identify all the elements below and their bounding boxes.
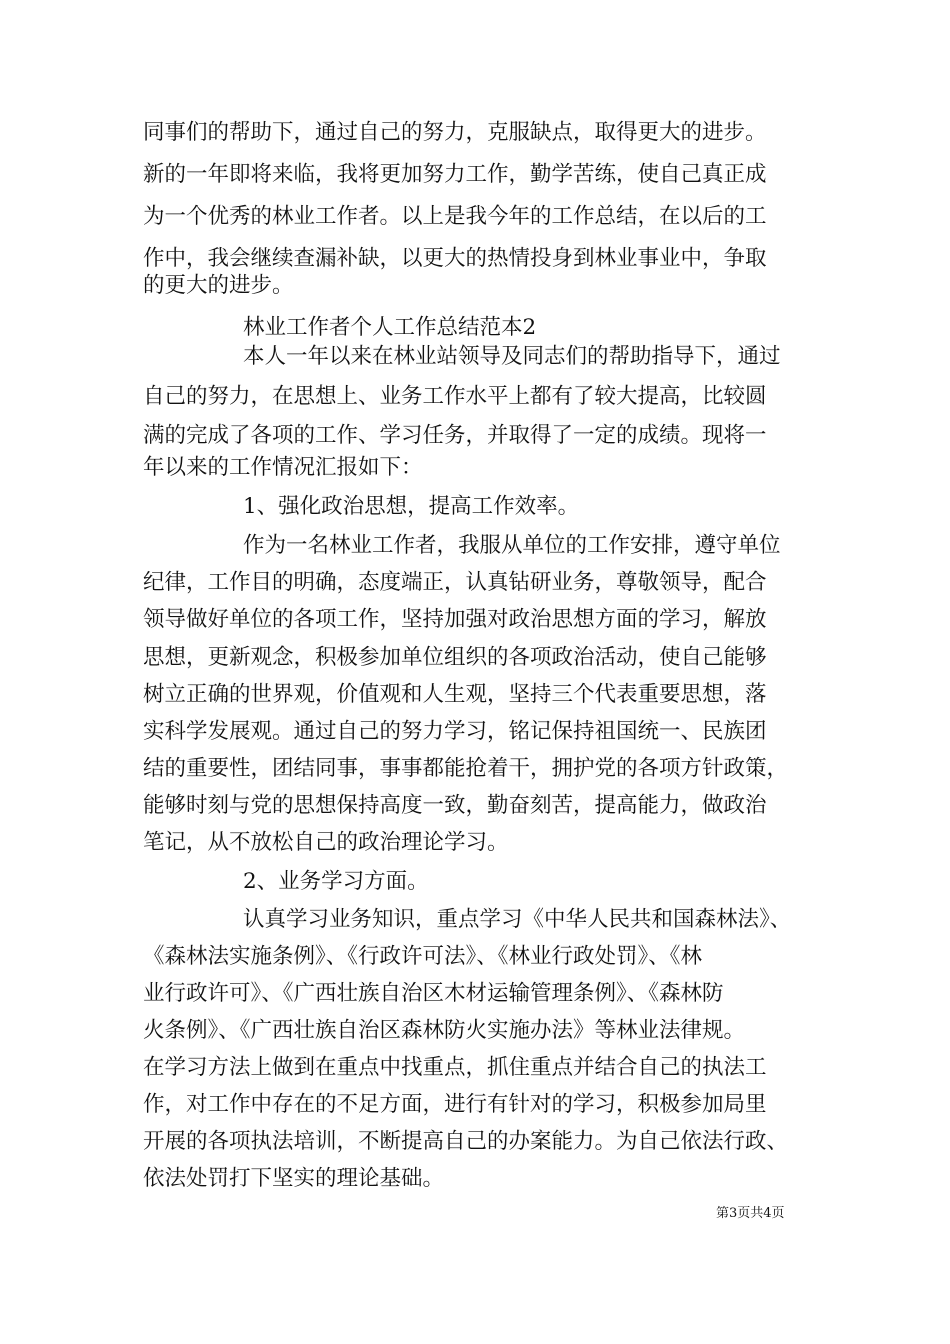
body-line: 新的一年即将来临，我将更加努力工作，勤学苦练，使自己真正成 [143,162,767,187]
body-line: 为一个优秀的林业工作者。以上是我今年的工作总结，在以后的工 [143,204,767,229]
body-line: 火条例》、《广西壮族自治区森林防火实施办法》等林业法律规。 [143,1018,746,1043]
body-line: 的更大的进步。 [143,273,294,298]
body-line: 自己的努力，在思想上、业务工作水平上都有了较大提高，比较圆 [143,384,767,409]
body-line: 作中，我会继续查漏补缺，以更大的热情投身到林业事业中，争取 [143,246,767,271]
paragraph-start: 本人一年以来在林业站领导及同志们的帮助指导下，通过 [243,344,781,369]
body-line: 纪律，工作目的明确，态度端正，认真钻研业务，尊敬领导，配合 [143,570,767,595]
paragraph-start: 认真学习业务知识，重点学习《中华人民共和国森林法》、 [243,907,792,932]
paragraph-start: 作为一名林业工作者，我服从单位的工作安排，遵守单位 [243,533,781,558]
body-line: 同事们的帮助下，通过自己的努力，克服缺点，取得更大的进步。 [143,120,767,145]
body-line: 领导做好单位的各项工作，坚持加强对政治思想方面的学习，解放 [143,607,767,632]
body-line: 在学习方法上做到在重点中找重点，抓住重点并结合自己的执法工 [143,1055,767,1080]
body-line: 树立正确的世界观，价值观和人生观，坚持三个代表重要思想，落 [143,682,767,707]
body-line: 年以来的工作情况汇报如下： [143,455,423,480]
page-number: 第3页共4页 [716,1206,785,1221]
body-line: 能够时刻与党的思想保持高度一致，勤奋刻苦，提高能力，做政治 [143,793,767,818]
subheading: 2、业务学习方面。 [243,869,429,894]
body-line: 《森林法实施条例》、《行政许可法》、《林业行政处罚》、《林 [143,944,703,969]
body-line: 思想，更新观念，积极参加单位组织的各项政治活动，使自己能够 [143,645,767,670]
body-line: 满的完成了各项的工作、学习任务，并取得了一定的成绩。现将一 [143,423,767,448]
body-line: 作，对工作中存在的不足方面，进行有针对的学习，积极参加局里 [143,1092,767,1117]
section-title: 林业工作者个人工作总结范本2 [243,315,537,340]
body-line: 结的重要性，团结同事，事事都能抢着干，拥护党的各项方针政策， [143,756,789,781]
body-line: 实科学发展观。通过自己的努力学习，铭记保持祖国统一、民族团 [143,719,767,744]
body-line: 笔记，从不放松自己的政治理论学习。 [143,830,509,855]
body-line: 依法处罚打下坚实的理论基础。 [143,1166,445,1191]
subheading: 1、强化政治思想，提高工作效率。 [243,494,580,519]
body-line: 业行政许可》、《广西壮族自治区木材运输管理条例》、《森林防 [143,981,724,1006]
body-line: 开展的各项执法培训，不断提高自己的办案能力。为自己依法行政、 [143,1129,789,1154]
